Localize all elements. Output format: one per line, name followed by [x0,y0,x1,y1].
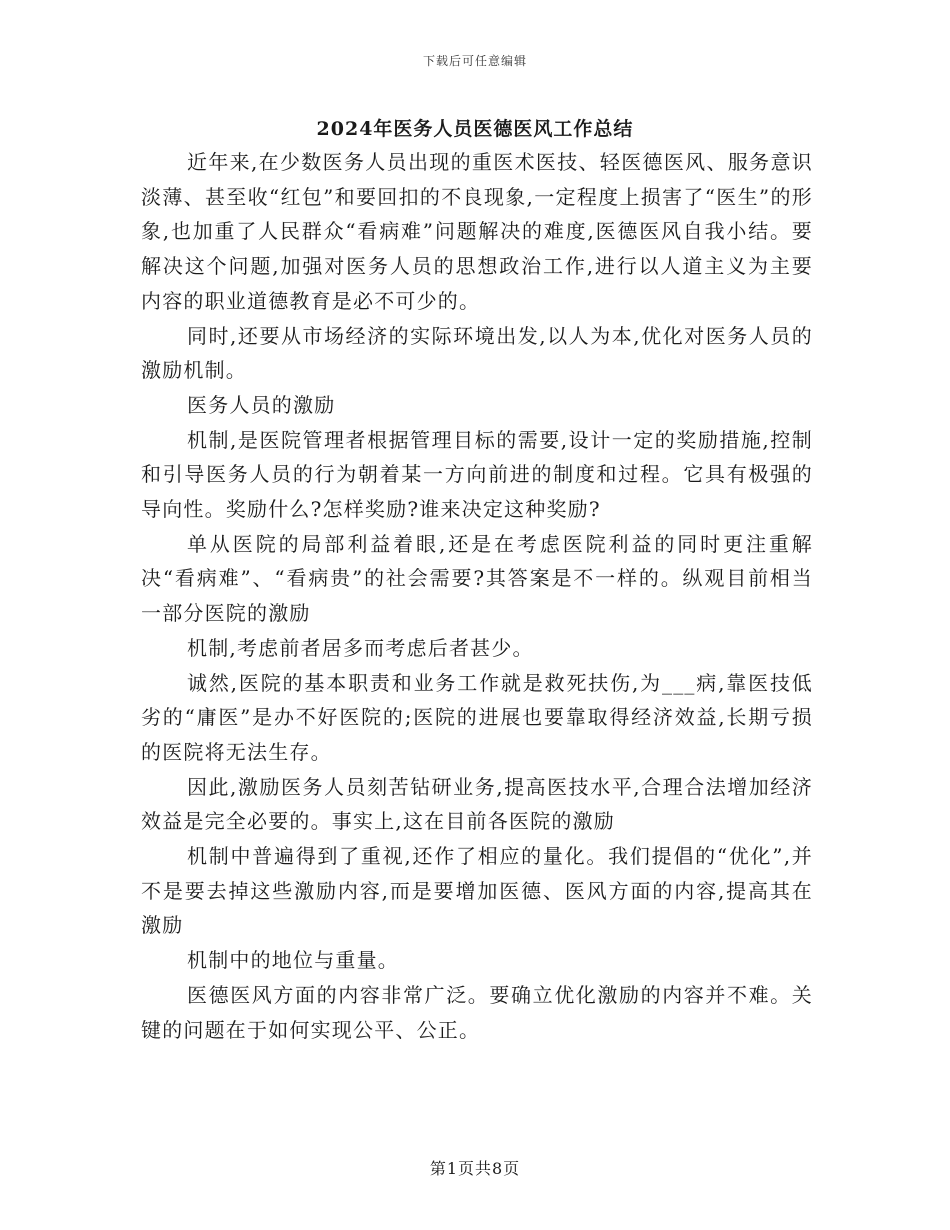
paragraph-3: 医务人员的激励 [187,392,336,417]
paragraph-9: 机制中普遍得到了重视,还作了相应的量化。我们提倡的“优化”,并不是要去掉这些激励内容,而是要增加医德、医风方面的内容,提高其在激励 [141,844,813,938]
paragraph-6: 机制,考虑前者居多而考虑后者甚少。 [187,635,534,660]
paragraph-7: 诚然,医院的基本职责和业务工作就是救死扶伤,为___病,靠医技低劣的“庸医”是办不好医院的;医院的进展也要靠取得经济效益,长期亏损的医院将无法生存。 [141,670,813,764]
paragraph-8: 因此,激励医务人员刻苦钻研业务,提高医技水平,合理合法增加经济效益是完全必要的。事实上,这在目前各医院的激励 [141,774,813,834]
paragraph-1: 近年来,在少数医务人员出现的重医术医技、轻医德医风、服务意识淡薄、甚至收“红包”和要回扣的不良现象,一定程度上损害了“医生”的形象,也加重了人民群众“看病难”问题解决的难度,医德医风自我小结。要解决这个问题,加强对医务人员的思想政治工作,进行以人道主义为主要内容的职业道德教育是必不可少的。 [141,150,813,313]
paragraph-5: 单从医院的局部利益着眼,还是在考虑医院利益的同时更注重解决“看病难”、“看病贵”的社会需要?其答案是不一样的。纵观目前相当一部分医院的激励 [141,531,813,626]
paragraph-10: 机制中的地位与重量。 [187,948,399,973]
document-body [141,145,813,1047]
page-number-footer: 第1页共8页 [429,1159,521,1178]
paragraph-2: 同时,还要从市场经济的实际环境出发,以人为本,优化对医务人员的激励机制。 [141,323,813,383]
paragraph-11: 医德医风方面的内容非常广泛。要确立优化激励的内容并不难。关键的问题在于如何实现公平、公正。 [141,982,813,1042]
document-title: 2024年医务人员医德医风工作总结 [316,118,634,140]
paragraph-4: 机制,是医院管理者根据管理目标的需要,设计一定的奖励措施,控制和引导医务人员的行为朝着某一方向前进的制度和过程。它具有极强的导向性。奖励什么?怎样奖励?谁来决定这种奖励? [141,427,813,522]
header-note: 下载后可任意编辑 [422,54,527,68]
